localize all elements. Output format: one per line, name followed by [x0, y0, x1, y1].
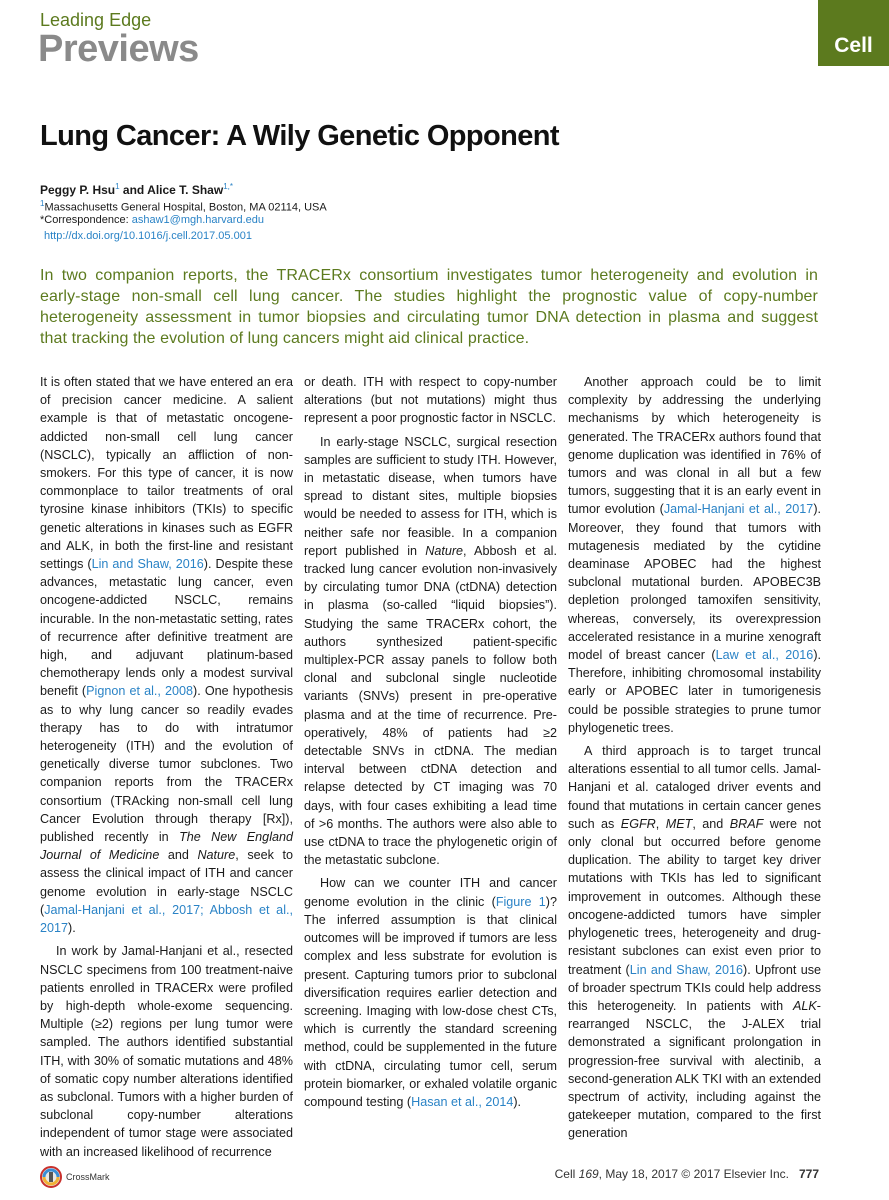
- gene-name: ALK: [792, 998, 817, 1013]
- crossmark-badge[interactable]: [40, 1166, 110, 1188]
- correspondence-email[interactable]: ashaw1@mgh.harvard.edu: [131, 214, 264, 226]
- figure-link[interactable]: Figure 1: [495, 894, 546, 909]
- author-list: [40, 182, 233, 197]
- text: , seek to assess the clinical impact of ITH and cancer genome evolution in early-stage NSCLC (: [40, 848, 293, 917]
- author-2-sup: 1,*: [223, 182, 233, 191]
- reference-link[interactable]: Jamal-Hanjani et al., 2017; Abbosh et al., 2017: [40, 902, 293, 936]
- page-footer: [555, 1167, 819, 1181]
- text: How can we counter ITH and cancer genome evolution in the clinic (: [304, 876, 557, 909]
- text: ).: [513, 1094, 522, 1109]
- crossmark-label: CrossMark: [66, 1172, 110, 1182]
- journal-name: Nature: [425, 543, 464, 558]
- footer-journal: Cell: [554, 1167, 579, 1181]
- author-1: Peggy P. Hsu: [40, 183, 116, 197]
- author-and: and: [119, 183, 148, 197]
- paragraph: [568, 742, 821, 1142]
- reference-link[interactable]: Pignon et al., 2008: [86, 684, 194, 699]
- page-number: 777: [798, 1167, 819, 1181]
- article-title: Lung Cancer: A Wily Genetic Opponent: [40, 120, 559, 152]
- text: Another approach could be to limit complexity by addressing the underlying mechanisms by which heterogeneity is generated. The TRACERx authors found that genome duplication was identified in 76% of tumors and was clonal in all but a few tumors, suggesting that it is an early event in tumor evolution (: [568, 375, 821, 517]
- journal-name: Nature: [197, 848, 236, 863]
- text: ). Despite these advances, metastatic lung cancer, even oncogene-addicted NSCLC, remains incurable. In the non-metastatic setting, rates of recurrence after definitive treatment are high, and adjuvant platinum-based chemotherapy lends only a modest survival benefit (: [40, 557, 293, 699]
- author-1-sup: 1: [115, 182, 120, 191]
- doi-link[interactable]: http://dx.doi.org/10.1016/j.cell.2017.05.001: [44, 230, 252, 242]
- paragraph: [40, 373, 293, 937]
- paragraph: [304, 874, 557, 1111]
- paragraph: [304, 433, 557, 870]
- journal-logo-text: Cell: [834, 34, 873, 57]
- text: In early-stage NSCLC, surgical resection samples are sufficient to study ITH. However, in metastatic disease, when tumors have spread to distant sites, multiple biopsies would be needed to assess for ITH, which is neither safe nor feasible. In a companion report published in: [304, 434, 557, 558]
- body-column-1: [40, 373, 293, 1159]
- text: ). Upfront use of broader spectrum TKIs could help address this heterogeneity. In patients with: [568, 962, 822, 1013]
- reference-link[interactable]: Law et al., 2016: [715, 648, 814, 663]
- journal-logo: [818, 0, 889, 66]
- affiliation-text: Massachusetts General Hospital, Boston, MA 02114, USA: [44, 201, 327, 214]
- gene-name: BRAF: [729, 816, 764, 831]
- article-type: Previews: [38, 28, 199, 70]
- abstract: In two companion reports, the TRACERx consortium investigates tumor heterogeneity and evolution in early-stage non-small cell lung cancer. The studies highlight the prognostic value of copy-number heterogeneity assessment in tumor biopsies and circulating tumor DNA detection in plasma and suggest that tracking the evolution of lung cancers might aid clinical practice.: [40, 267, 818, 347]
- text: , Abbosh et al. tracked lung cancer evolution non-invasively by circulating tumor DNA (ctDNA) detection in plasma (so-called “liquid biopsies”). Studying the same TRACERx cohort, the authors synthesized patient-specific multiplex-PCR assay panels to follow both clonal and subclonal single nucleotide variants (SNVs) present in pre-operative plasma and at the time of recurrence. Pre-operatively, 48% of patients had ≥2 detectable SNVs in ctDNA. The median interval between ctDNA detection and relapse detected by CT imaging was 70 days, with four cases exhibiting a lead time of >6 months. The authors were also able to use ctDNA to trace the phylogenetic origin of the metastatic subclone.: [304, 543, 557, 868]
- reference-link[interactable]: Hasan et al., 2014: [411, 1094, 514, 1109]
- gene-name: EGFR: [620, 816, 656, 831]
- author-2: Alice T. Shaw: [147, 183, 224, 197]
- text: )? The inferred assumption is that clinical outcomes will be improved if tumors are less complex and less substrate for evolution is present. Capturing tumors prior to subclonal diversification requires earlier detection and screening. Imaging with low-dose chest CTs, which is currently the standard screening method, could be supplemented in the future with ctDNA, circulating tumor cell, serum protein biomarker, or exhaled volatile organic compound testing (: [304, 894, 557, 1109]
- correspondence: [40, 214, 264, 226]
- body-column-3: [568, 373, 821, 1143]
- text: and: [159, 848, 198, 863]
- text: ). Moreover, they found that tumors with mutagenesis mediated by the cytidine deaminase APOBEC had the highest subclonal mutational burden. APOBEC3B depletion prolonged tamoxifen sensitivity, whereas, conversely, its overexpression accelerated resistance in a murine xenograft model of breast cancer (: [568, 502, 822, 663]
- correspondence-label: *Correspondence:: [40, 214, 132, 226]
- crossmark-icon: [40, 1166, 62, 1188]
- text: ). One hypothesis as to why lung cancer so readily evades therapy has to do with intratumor heterogeneity (ITH) and the evolution of genetically diverse tumor subclones. Two companion reports from the TRACERx consortium (TRAcking non-small cell lung Cancer Evolution through therapy [Rx]), published recently in: [40, 684, 293, 845]
- affiliation: [40, 199, 327, 214]
- text: , and: [692, 816, 730, 831]
- paragraph: [568, 373, 821, 737]
- paragraph: In work by Jamal-Hanjani et al., resected NSCLC specimens from 100 treatment-naive patients enrolled in TRACERx were profiled by high-depth whole-exome sequencing. Multiple (≥2) regions per lung tumor were sampled. The authors identified substantial ITH, with 30% of somatic mutations and 48% of somatic copy number alterations identified as subclonal. Tumors with a higher burden of subclonal copy-number alterations independent of tumor stage were associated with an increased likelihood of recurrence: [40, 944, 293, 1159]
- reference-link[interactable]: Jamal-Hanjani et al., 2017: [663, 502, 814, 517]
- text: ). Therefore, inhibiting chromosomal instability early or APOBEC later in tumorigenesis could be possible strategies to prune tumor phylogenetic trees.: [568, 648, 822, 735]
- text: A third approach is to target truncal alterations essential to all tumor cells. Jamal-Hanjani et al. cataloged driver events and found that mutations in certain cancer genes such as: [568, 744, 821, 831]
- footer-volume: 169: [578, 1167, 599, 1181]
- reference-link[interactable]: Lin and Shaw, 2016: [91, 557, 204, 572]
- text: ,: [655, 816, 666, 831]
- text: -rearranged NSCLC, the J-ALEX trial demonstrated a significant prolongation in progression-free survival with alectinib, a second-generation ALK TKI with an extended spectrum of activity, including against the gatekeeper mutation, compared to the first generation: [568, 998, 821, 1141]
- text: were not only clonal but occurred before genome duplication. The ability to target key driver mutations with TKIs has led to significant improvement in outcomes. Although these oncogene-addicted tumors have simpler phylogenetic trees, heterogeneity and drug-resistant subclones can exist even prior to treatment (: [568, 816, 822, 977]
- body-column-2: [304, 373, 557, 1143]
- affiliation-sup: 1: [40, 199, 45, 208]
- paragraph: or death. ITH with respect to copy-number alterations (but not mutations) might thus represent a poor prognostic factor in NSCLC.: [304, 375, 557, 426]
- text: ).: [68, 921, 76, 936]
- text: It is often stated that we have entered an era of precision cancer medicine. A salient example is that of metastatic oncogene-addicted non-small cell lung cancer (NSCLC), typically an affliction of non-smokers. For this type of cancer, it is now commonplace to tailor treatments of oral tyrosine kinase inhibitors (TKIs) to specific genetic alterations in kinases such as EGFR and ALK, in both the first-line and resistant settings (: [40, 375, 293, 572]
- journal-name: The New England Journal of Medicine: [40, 830, 293, 863]
- footer-citation: , May 18, 2017 © 2017 Elsevier Inc.: [598, 1167, 789, 1181]
- gene-name: MET: [665, 816, 693, 831]
- section-label: Leading Edge: [40, 10, 152, 30]
- reference-link[interactable]: Lin and Shaw, 2016: [629, 962, 743, 977]
